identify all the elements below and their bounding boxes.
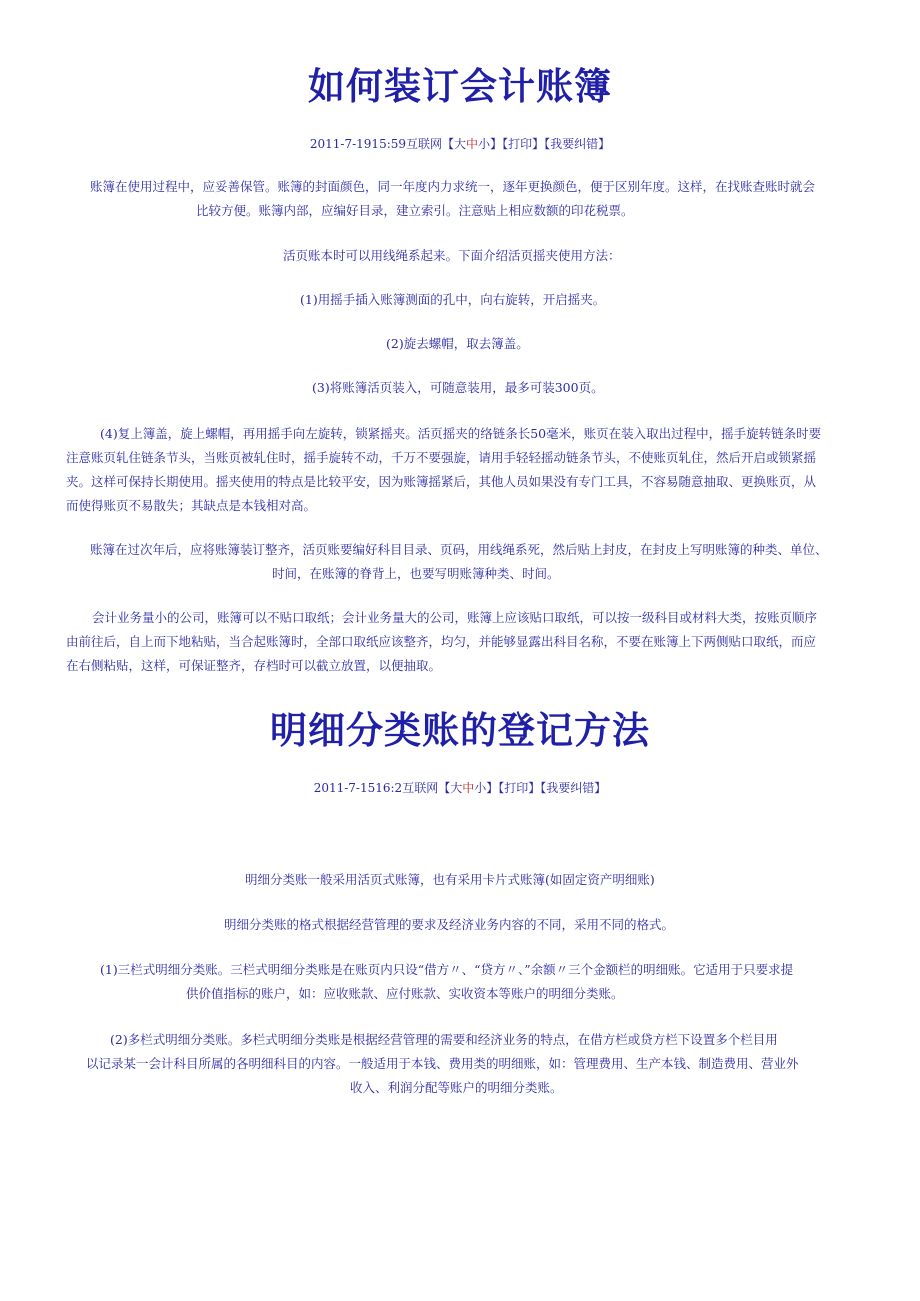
- article-title: 如何装订会计账簿: [308, 64, 612, 108]
- paragraph-line: 明细分类账一般采用活页式账簿，也有采用卡片式账簿(如固定资产明细账): [245, 872, 655, 887]
- paragraph-line: 在右侧粘贴，这样，可保证整齐，存档时可以截立放置，以便抽取。: [66, 658, 442, 673]
- font-size-large-link[interactable]: 大: [454, 137, 467, 151]
- date-source: 2011-7-1516:2互联网: [313, 781, 439, 795]
- paragraph-line: (3)将账簿活页装入，可随意装用，最多可装300页。: [312, 380, 604, 395]
- paragraph: [100, 958, 793, 1006]
- bracket-close: 】: [486, 781, 499, 795]
- font-size-medium-link[interactable]: 中: [462, 781, 475, 795]
- paragraph-line: (2)多栏式明细分类账。多栏式明细分类账是根据经营管理的需要和经济业务的特点，在借方栏或贷方栏下设置多个栏目用: [110, 1032, 778, 1047]
- report-error-link[interactable]: 【我要纠错】: [544, 137, 611, 151]
- paragraph: [224, 913, 674, 937]
- paragraph-line: 明细分类账的格式根据经营管理的要求及经济业务内容的不同，采用不同的格式。: [224, 917, 675, 932]
- paragraph-line: 时间，在账簿的脊背上，也要写明账簿种类、时间。: [272, 566, 560, 581]
- paragraph: [386, 332, 529, 356]
- paragraph-line: 以记录某一会计科目所属的各明细科目的内容。一般适用于本钱、费用类的明细账，如：管理费用、生产本钱、制造费用、营业外: [86, 1056, 799, 1071]
- paragraph: [245, 868, 655, 892]
- bracket-open: 【: [438, 781, 451, 795]
- font-size-medium-link[interactable]: 中: [466, 137, 479, 151]
- date-source: 2011-7-1915:59互联网: [309, 137, 443, 151]
- bracket-close: 】: [490, 137, 503, 151]
- article-meta: [0, 136, 920, 152]
- paragraph-line: (2)旋去螺帽，取去簿盖。: [386, 336, 529, 351]
- font-size-small-link[interactable]: 小: [474, 781, 487, 795]
- paragraph: [66, 422, 821, 518]
- font-size-small-link[interactable]: 小: [478, 137, 491, 151]
- bracket-open: 【: [442, 137, 455, 151]
- paragraph: [312, 376, 604, 400]
- paragraph-line: 活页账本时可以用线绳系起来。下面介绍活页摇夹使用方法：: [283, 248, 621, 263]
- paragraph-line: 会计业务量小的公司，账簿可以不贴口取纸；会计业务量大的公司，账簿上应该贴口取纸，可以按一级科目或材料大类，按账页顺序: [92, 610, 818, 625]
- paragraph-line: 收入、利润分配等账户的明细分类账。: [350, 1080, 563, 1095]
- paragraph-line: 而使得账页不易散失；其缺点是本钱相对高。: [66, 498, 317, 513]
- font-size-large-link[interactable]: 大: [450, 781, 463, 795]
- article-title: 明细分类账的登记方法: [270, 708, 650, 752]
- paragraph-line: (1)三栏式明细分类账。三栏式明细分类账是在账页内只设“借方〃、“贷方〃、”余额〃三个金额栏的明细账。它适用于只要求提: [100, 962, 794, 977]
- paragraph: [90, 175, 815, 223]
- paragraph-line: (1)用摇手插入账簿测面的孔中，向右旋转，开启摇夹。: [300, 292, 606, 307]
- paragraph-line: 注意账页轧住链条节头，当账页被轧住时，摇手旋转不动，千万不要强旋，请用手轻轻摇动链条节头，不使账页轧住，然后开启或锁紧摇: [66, 450, 817, 465]
- paragraph: [300, 288, 605, 312]
- paragraph-line: 比较方便。账簿内部，应编好目录，建立索引。注意贴上相应数额的印花税票。: [196, 203, 634, 218]
- paragraph: [66, 606, 817, 678]
- paragraph-line: 账簿在过次年后，应将账簿装订整齐，活页账要编好科目目录、页码，用线绳系死，然后贴上封皮，在封皮上写明账簿的种类、单位、: [90, 542, 828, 557]
- report-error-link[interactable]: 【我要纠错】: [540, 781, 607, 795]
- paragraph-line: (4)复上簿盖，旋上螺帽，再用摇手向左旋转，锁紧摇夹。活页摇夹的络链条长50毫米，账页在装入取出过程中，摇手旋转链条时要: [100, 426, 822, 441]
- article-meta: [0, 780, 920, 796]
- paragraph-line: 账簿在使用过程中，应妥善保管。账簿的封面颜色，同一年度内力求统一，逐年更换颜色，便于区别年度。这样，在找账查账时就会: [90, 179, 816, 194]
- paragraph-line: 供价值指标的账户，如：应收账款、应付账款、实收资本等账户的明细分类账。: [186, 986, 624, 1001]
- paragraph-line: 由前往后，自上而下地粘贴，当合起账簿时，全部口取纸应该整齐，均匀，并能够显露出科目名称，不要在账簿上下两侧贴口取纸，而应: [66, 634, 817, 649]
- paragraph: [90, 538, 828, 586]
- print-link[interactable]: 【打印】: [502, 137, 545, 151]
- paragraph: [86, 1028, 799, 1100]
- paragraph: [283, 244, 621, 268]
- print-link[interactable]: 【打印】: [498, 781, 541, 795]
- paragraph-line: 夹。这样可保持长期使用。摇夹使用的特点是比较平安，因为账簿摇紧后，其他人员如果没有专门工具，不容易随意抽取、更换账页，从: [66, 474, 817, 489]
